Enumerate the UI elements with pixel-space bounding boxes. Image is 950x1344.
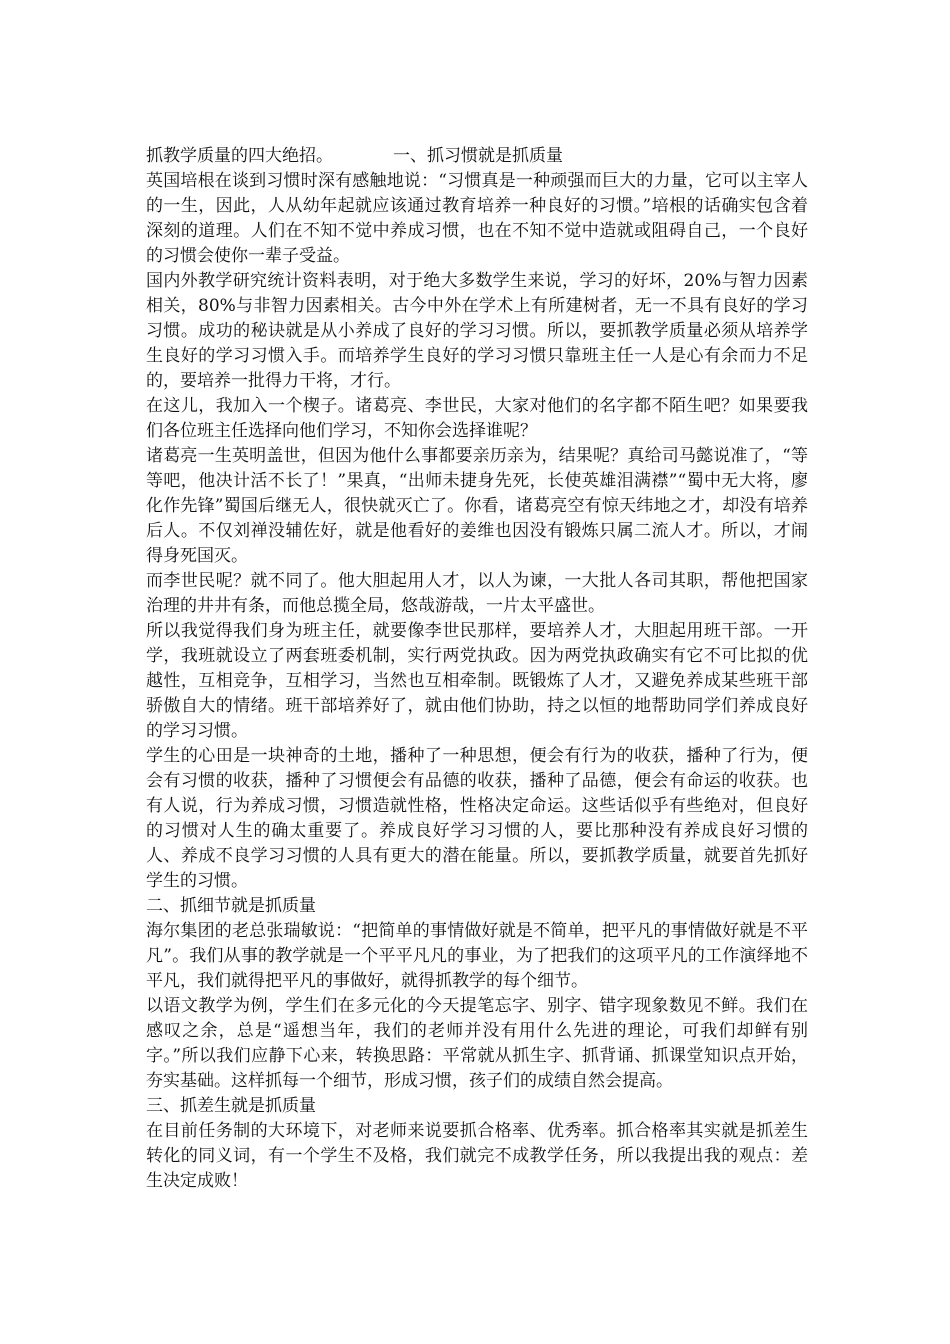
section-heading-1: 一、抓习惯就是抓质量 (393, 146, 563, 166)
section-heading-2: 二、抓细节就是抓质量 (146, 896, 316, 916)
paragraph-6: 所以我觉得我们身为班主任，就要像李世民那样，要培养人才，大胆起用班干部。一开学，我班就设立了两套班委机制，实行两党执政。因为两党执政确实有它不可比拟的优越性，互相竞争，互相学习，当然也互相牵制。既锻炼了人才，又避免养成某些班干部骄傲自大的情绪。班干部培养好了，就由他们协助，持之以恒的地帮助同学们养成良好的学习习惯。 (146, 621, 808, 741)
paragraph-8: 海尔集团的老总张瑞敏说：“把简单的事情做好就是不简单，把平凡的事情做好就是不平凡”。我们从事的教学就是一个平平凡凡的事业，为了把我们的这项平凡的工作演绎地不平凡，我们就得把平凡的事做好，就得抓教学的每个细节。 (146, 921, 808, 991)
paragraph-5: 而李世民呢？就不同了。他大胆起用人才，以人为谏，一大批人各司其职，帮他把国家治理的井井有条，而他总揽全局，悠哉游哉，一片太平盛世。 (146, 571, 808, 616)
paragraph-2: 国内外教学研究统计资料表明，对于绝大多数学生来说，学习的好坏，20%与智力因素相关，80%与非智力因素相关。古今中外在学术上有所建树者，无一不具有良好的学习习惯。成功的秘诀就是从小养成了良好的学习习惯。所以，要抓教学质量必须从培养学生良好的学习习惯入手。而培养学生良好的学习习惯只靠班主任一人是心有余而力不足的，要培养一批得力干将，才行。 (146, 271, 808, 391)
paragraph-3: 在这儿，我加入一个楔子。诸葛亮、李世民，大家对他们的名字都不陌生吧？如果要我们各位班主任选择向他们学习，不知你会选择谁呢？ (146, 396, 808, 441)
document-title: 抓教学质量的四大绝招。 (146, 146, 333, 166)
document-page (146, 144, 808, 1194)
section-heading-3: 三、抓差生就是抓质量 (146, 1096, 316, 1116)
title-line (146, 144, 808, 169)
paragraph-9: 以语文教学为例，学生们在多元化的今天提笔忘字、别字、错字现象数见不鲜。我们在感叹之余，总是“遥想当年，我们的老师并没有用什么先进的理论，可我们却鲜有别字。”所以我们应静下心来，转换思路：平常就从抓生字、抓背诵、抓课堂知识点开始，夯实基础。这样抓每一个细节，形成习惯，孩子们的成绩自然会提高。 (146, 996, 808, 1091)
paragraph-4: 诸葛亮一生英明盖世，但因为他什么事都要亲历亲为，结果呢？真给司马懿说准了，“等等吧，他决计活不长了！”果真，“出师未捷身先死，长使英雄泪满襟”“蜀中无大将，廖化作先锋”蜀国后继无人，很快就灭亡了。你看，诸葛亮空有惊天纬地之才，却没有培养后人。不仅刘禅没辅佐好，就是他看好的姜维也因没有锻炼只属二流人才。所以，才闹得身死国灭。 (146, 446, 808, 566)
paragraph-7: 学生的心田是一块神奇的土地，播种了一种思想，便会有行为的收获，播种了行为，便会有习惯的收获，播种了习惯便会有品德的收获，播种了品德，便会有命运的收获。也有人说，行为养成习惯，习惯造就性格，性格决定命运。这些话似乎有些绝对，但良好的习惯对人生的确太重要了。养成良好学习习惯的人，要比那种没有养成良好习惯的人、养成不良学习习惯的人具有更大的潜在能量。所以，要抓教学质量，就要首先抓好学生的习惯。 (146, 746, 808, 891)
paragraph-10: 在目前任务制的大环境下，对老师来说要抓合格率、优秀率。抓合格率其实就是抓差生转化的同义词，有一个学生不及格，我们就完不成教学任务，所以我提出我的观点：差生决定成败！ (146, 1121, 808, 1191)
paragraph-1: 英国培根在谈到习惯时深有感触地说：“习惯真是一种顽强而巨大的力量，它可以主宰人的一生，因此，人从幼年起就应该通过教育培养一种良好的习惯。”培根的话确实包含着深刻的道理。人们在不知不觉中养成习惯，也在不知不觉中造就或阻碍自己，一个良好的习惯会使你一辈子受益。 (146, 171, 808, 266)
